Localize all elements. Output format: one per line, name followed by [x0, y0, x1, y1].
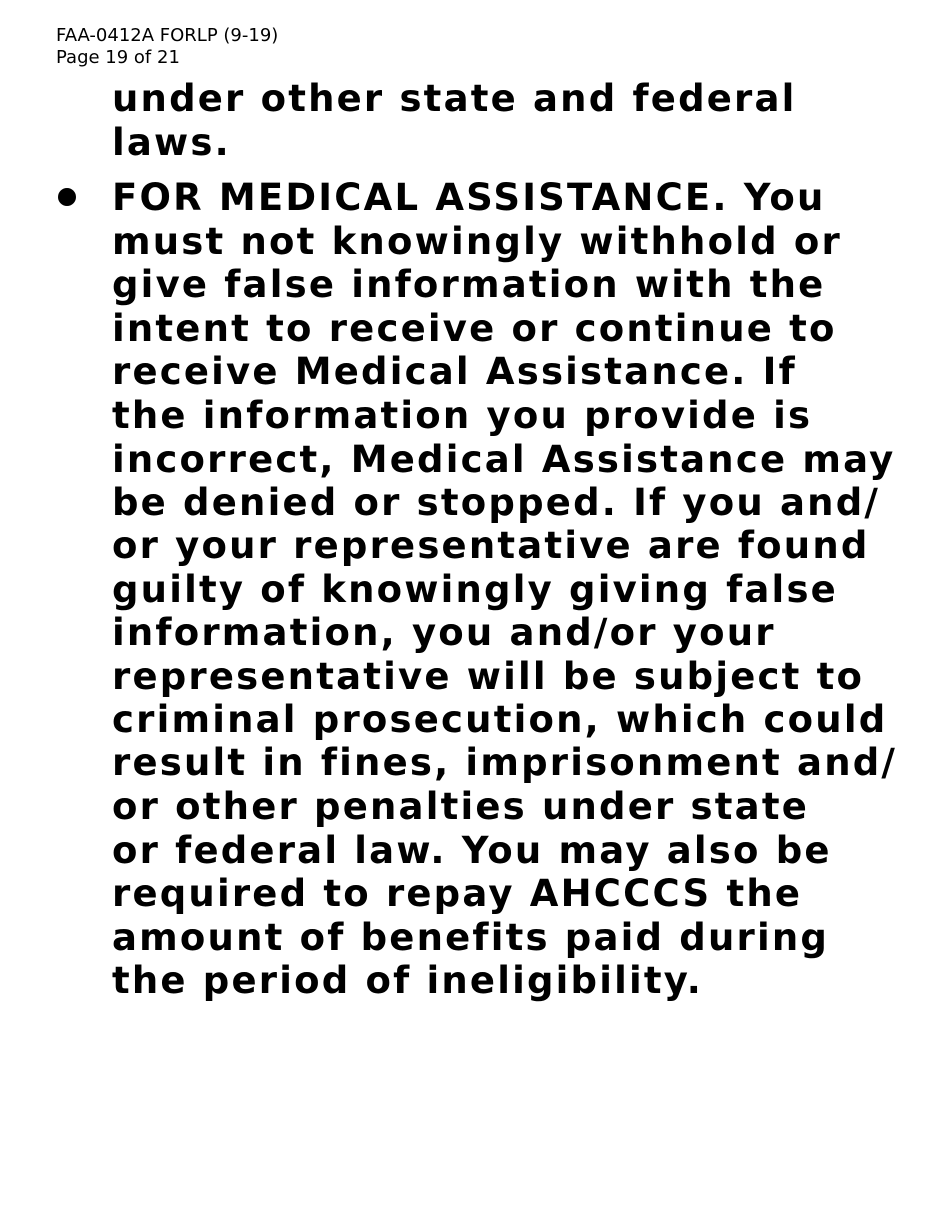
bullet-text-line: or your representative are found: [112, 524, 870, 567]
page-header: [56, 25, 278, 69]
continuation-line: under other state and federal: [112, 77, 797, 120]
bullet-text-line: the period of ineligibility.: [112, 959, 703, 1002]
bullet-text-line: guilty of knowingly giving false: [112, 568, 838, 611]
bullet-text-line: receive Medical Assistance. If: [112, 350, 797, 393]
bullet-text-line: incorrect, Medical Assistance may: [112, 438, 896, 481]
bullet-text-line: must not knowingly withhold or: [112, 220, 842, 263]
bullet-text-line: or federal law. You may also be: [112, 829, 832, 872]
bullet-text-line: the information you provide is: [112, 394, 813, 437]
continuation-line: laws.: [112, 121, 231, 164]
bullet-icon: [58, 188, 76, 206]
bullet-text-line: give false information with the: [112, 263, 826, 306]
bullet-text-line: information, you and/or your: [112, 611, 776, 654]
bullet-text-line: required to repay AHCCCS the: [112, 872, 803, 915]
page-number: Page 19 of 21: [56, 47, 180, 68]
bullet-text-line: or other penalties under state: [112, 785, 810, 828]
bullet-text-line: representative will be subject to: [112, 655, 865, 698]
bullet-text-line: intent to receive or continue to: [112, 307, 837, 350]
bullet-text-line: criminal prosecution, which could: [112, 698, 888, 741]
form-id: FAA-0412A FORLP (9-19): [56, 25, 279, 46]
bullet-text-line: amount of benefits paid during: [112, 916, 830, 959]
bullet-text-line: result in fines, imprisonment and/: [112, 741, 898, 784]
bullet-text-line: FOR MEDICAL ASSISTANCE. You: [112, 176, 826, 219]
bullet-text-line: be denied or stopped. If you and/: [112, 481, 881, 524]
